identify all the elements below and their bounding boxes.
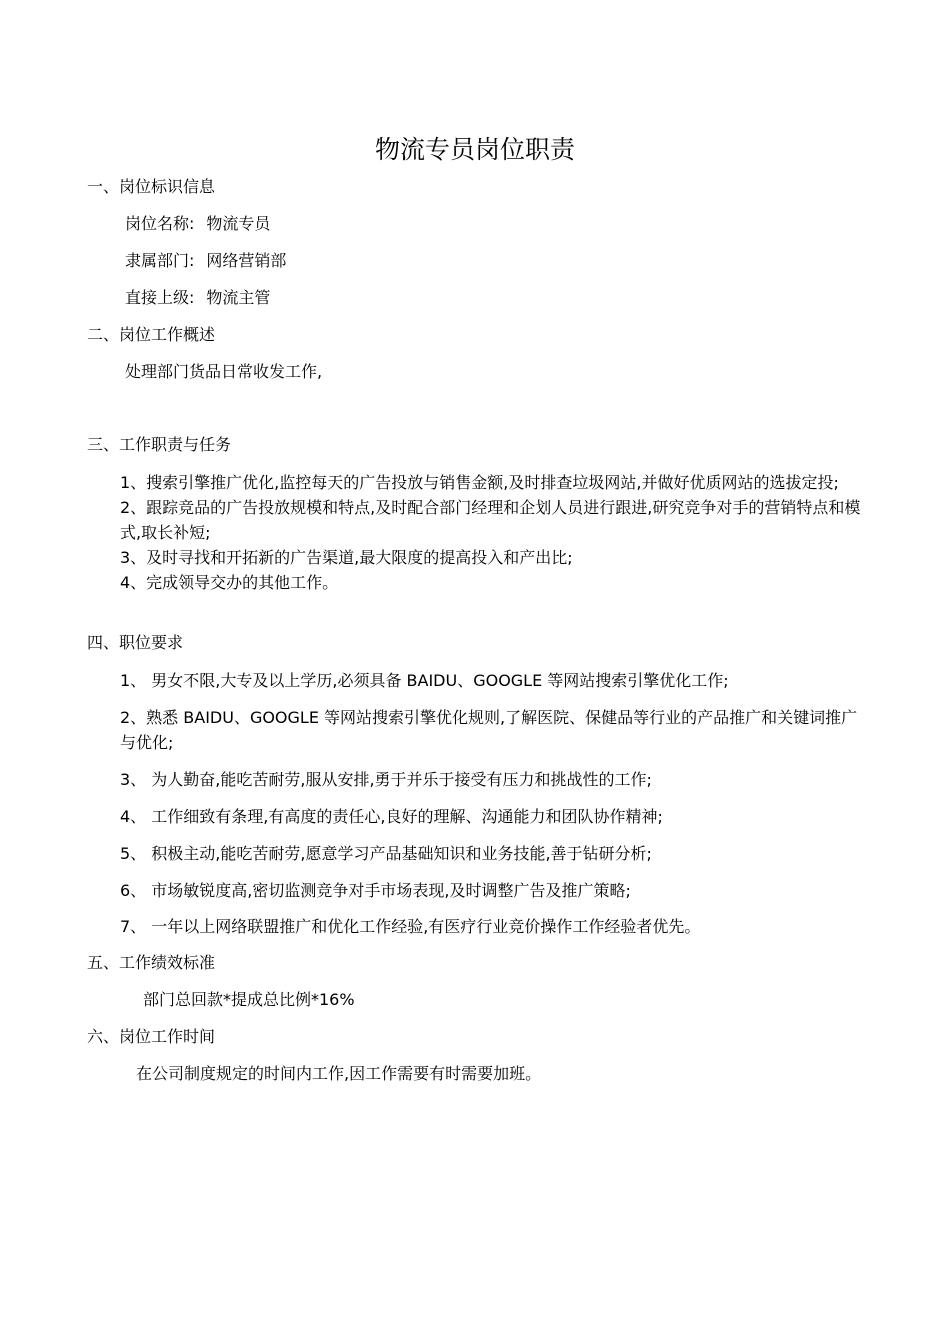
duty-item: 1、搜索引擎推广优化,监控每天的广告投放与销售金额,及时排查垃圾网站,并做好优质网站的选拔定投; [120,473,839,492]
info-row-department [125,250,286,272]
requirement-item: 3、 为人勤奋,能吃苦耐劳,服从安排,勇于并乐于接受有压力和挑战性的工作; [120,770,652,789]
section-heading-identification: 一、岗位标识信息 [87,177,216,196]
info-row-supervisor [125,287,270,309]
info-value: 物流主管 [206,288,271,307]
duty-item: 2、跟踪竞品的广告投放规模和特点,及时配合部门经理和企划人员进行跟进,研究竞争对手的营销特点和模式,取长补短; [120,498,861,542]
section-heading-overview: 二、岗位工作概述 [87,325,216,344]
section-heading-requirements: 四、职位要求 [87,633,184,652]
working-hours-text: 在公司制度规定的时间内工作,因工作需要有时需要加班。 [136,1064,542,1083]
info-row-position-name [125,213,270,235]
info-value: 网络营销部 [206,251,287,270]
requirement-item: 7、 一年以上网络联盟推广和优化工作经验,有医疗行业竞价操作工作经验者优先。 [120,917,701,936]
section-heading-duties: 三、工作职责与任务 [87,435,232,454]
info-label: 岗位名称: [125,214,195,233]
duties-list [120,470,868,595]
duty-item: 4、完成领导交办的其他工作。 [120,573,339,592]
requirement-item: 2、熟悉 BAIDU、GOOGLE 等网站搜索引擎优化规则,了解医院、保健品等行业的产品推广和关键词推广与优化; [120,708,858,752]
section-heading-performance: 五、工作绩效标准 [87,953,216,972]
info-label: 隶属部门: [125,251,195,270]
info-label: 直接上级: [125,288,195,307]
section-heading-working-hours: 六、岗位工作时间 [87,1027,216,1046]
overview-text: 处理部门货品日常收发工作, [125,362,323,381]
duty-item: 3、及时寻找和开拓新的广告渠道,最大限度的提高投入和产出比; [120,548,573,567]
info-value: 物流专员 [206,214,271,233]
requirement-item: 1、 男女不限,大专及以上学历,必须具备 BAIDU、GOOGLE 等网站搜索引擎优化工作; [120,671,729,690]
requirement-item: 4、 工作细致有条理,有高度的责任心,良好的理解、沟通能力和团队协作精神; [120,807,663,826]
performance-text: 部门总回款*提成总比例*16% [143,990,355,1009]
requirement-item: 5、 积极主动,能吃苦耐劳,愿意学习产品基础知识和业务技能,善于钻研分析; [120,844,652,863]
requirement-item: 6、 市场敏锐度高,密切监测竞争对手市场表现,及时调整广告及推广策略; [120,881,631,900]
document-title: 物流专员岗位职责 [374,135,575,164]
